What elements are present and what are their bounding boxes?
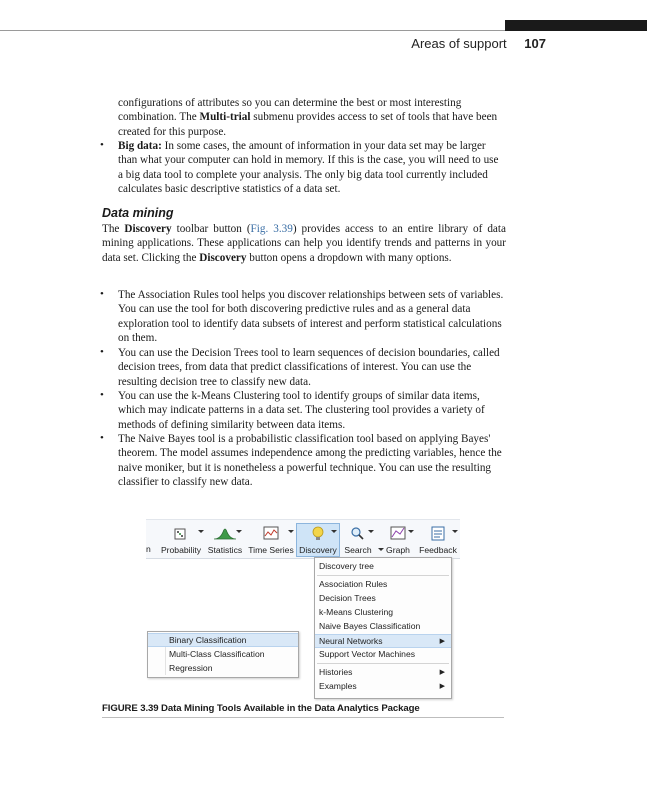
menu-item-label: Neural Networks [319,636,383,646]
graph-button[interactable] [380,524,416,556]
button-label: Feedback [419,545,457,555]
figure-caption: FIGURE 3.39 Data Mining Tools Available in the Data Analytics Package [102,703,420,714]
menu-item-neural-networks[interactable] [315,634,451,648]
section-intro [102,222,506,265]
text-run: ) provides access to an entire library of data mining applications. These applications can help you identify trends and patterns in your data set. Clicking the [102,223,506,264]
menu-item-association-rules[interactable] [315,578,451,591]
time-series-icon [246,524,296,542]
chevron-down-icon [331,530,337,533]
feedback-button[interactable] [418,524,458,556]
chevron-down-icon [452,530,458,533]
figure-screenshot [146,517,460,699]
menu-item-label: Association Rules [319,579,388,589]
magnifier-icon [342,524,374,542]
bold-term: Multi-trial [199,111,251,124]
menu-item-decision-trees[interactable] [315,592,451,605]
list-item-kmeans: You can use the k-Means Clustering tool to identify groups of similar data items, which may indicate patterns in a data set. The clustering tool provides a variety of methods of defining similarity between data items. [118,390,485,431]
menu-separator [317,575,449,576]
menu-item-label: Examples [319,681,357,691]
chevron-down-icon [378,548,384,551]
button-label: Probability [160,545,202,555]
ribbon-toolbar [146,519,460,559]
continued-paragraph [118,96,506,139]
bold-term: Discovery [124,223,172,235]
button-label: Search [344,545,372,555]
chevron-down-icon [198,530,204,533]
running-head [360,36,546,51]
menu-item-label: Decision Trees [319,593,376,603]
cut-off-label: n [146,544,151,554]
bullet-marker: • [100,288,104,300]
chevron-down-icon [288,530,294,533]
chevron-right-icon: ▶ [439,669,445,676]
list-item-decision-trees: You can use the Decision Trees tool to learn sequences of decision boundaries, called decision trees, from data that predict classifications of interest. You can use the resulting decision tree to classify new data. [118,347,500,388]
text-run: submenu provides access to set of tools that have been created for this purpose. [118,111,498,138]
statistics-button[interactable] [206,524,244,556]
bold-term: Discovery [199,251,247,264]
search-button[interactable] [342,524,374,556]
bell-curve-icon [206,524,244,542]
menu-item-discovery-tree[interactable] [315,560,451,573]
menu-item-label: Binary Classification [169,635,247,645]
menu-item-examples[interactable] [315,680,451,693]
chevron-down-icon [368,530,374,533]
discovery-button[interactable] [296,523,340,557]
dice-icon [158,524,204,542]
chevron-right-icon: ▶ [439,638,445,645]
submenu-item-binary-classification[interactable] [148,633,298,647]
menu-item-label: Naive Bayes Classification [319,621,421,631]
time-series-button[interactable] [246,524,296,556]
submenu-item-regression[interactable] [148,662,298,675]
graph-icon [380,524,416,542]
list-item-naive-bayes: The Naive Bayes tool is a probabilistic classification tool based on applying Bayes' theorem. The model assumes independence among the predicting variables, hence the naive moniker, but it is nonetheless a powerful technique. You can use the resulting classifier to classify new data. [118,433,502,489]
section-heading: Data mining [102,206,174,220]
menu-item-naive-bayes[interactable] [315,620,451,633]
button-label: Time Series [248,545,294,555]
menu-item-label: Multi-Class Classification [169,649,265,659]
chevron-right-icon: ▶ [439,683,445,690]
menu-separator [317,663,449,664]
lightbulb-icon [297,524,339,542]
page-number: 107 [524,36,546,51]
menu-item-label: Support Vector Machines [319,649,416,659]
text-run: configurations of attributes so you can determine the best or most interesting combination. The [118,97,462,124]
menu-item-label: Discovery tree [319,561,374,571]
bold-term: Big data: [118,140,162,152]
text-run: The [102,223,125,235]
chevron-down-icon [408,530,414,533]
bullet-marker: • [100,346,104,358]
header-rule [0,30,505,31]
big-data-bullet [118,139,506,197]
bullet-marker: • [100,389,104,401]
menu-item-label: Histories [319,667,353,677]
probability-button[interactable] [158,524,204,556]
text-run: button opens a dropdown with many options. [246,251,452,264]
bullet-marker: • [100,139,104,151]
figure-reference-link[interactable]: Fig. 3.39 [250,223,293,235]
button-label: Discovery [299,545,337,555]
menu-item-label: k-Means Clustering [319,607,394,617]
bullet-marker: • [100,432,104,444]
menu-item-kmeans-clustering[interactable] [315,606,451,619]
text-run: toolbar button ( [171,223,251,235]
caption-rule [102,717,504,718]
neural-networks-submenu [147,631,299,678]
header-bar [505,20,647,31]
feedback-icon [418,524,458,542]
button-label: Graph [386,545,410,555]
menu-item-label: Regression [169,663,213,673]
list-item-association-rules: The Association Rules tool helps you discover relationships between sets of variables. You can use the tool for both discovering predictive rules and as a general data exploration tool to identify data subsets of interest and perform statistical calculations on them. [118,289,504,345]
button-label: Statistics [207,545,243,555]
chevron-down-icon [236,530,242,533]
text-run: In some cases, the amount of information in your data set may be larger than what your computer can hold in memory. If this is the case, you will need to use a big data tool to complete your analysis. The only big data tool currently included calculates basic descriptive statistics of a data set. [118,140,499,196]
menu-item-histories[interactable] [315,666,451,679]
discovery-dropdown-menu [314,557,452,699]
submenu-item-multiclass-classification[interactable] [148,648,298,661]
menu-item-support-vector-machines[interactable] [315,648,451,661]
running-title: Areas of support [411,36,507,51]
